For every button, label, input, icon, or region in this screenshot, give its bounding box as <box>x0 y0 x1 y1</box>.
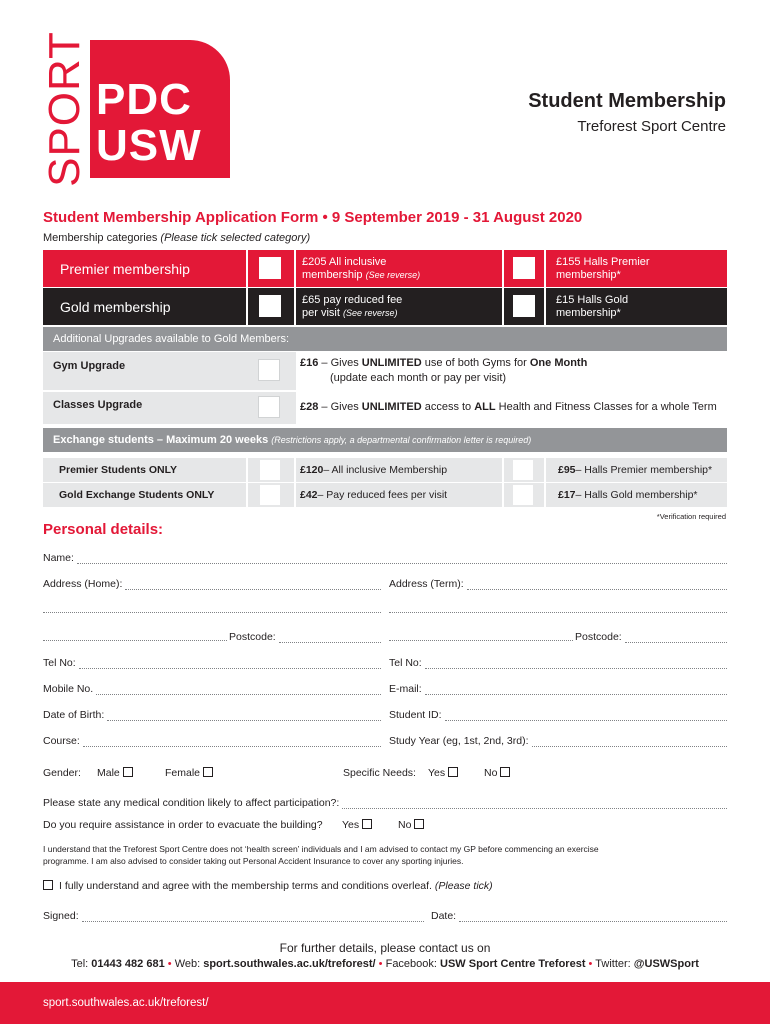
footer-url-link[interactable]: sport.southwales.ac.uk/treforest/ <box>43 997 209 1009</box>
exchange-label: Premier Students ONLY <box>43 458 246 482</box>
exchange-gold-checkbox2[interactable] <box>513 485 533 505</box>
premier-option1-checkbox[interactable] <box>259 257 281 279</box>
address-term-field[interactable]: Address (Term): <box>389 578 727 590</box>
gender-label: Gender: <box>43 767 81 779</box>
gym-upgrade-desc: £16 – Gives UNLIMITED use of both Gyms for One Month (update each month or pay per visit) <box>296 352 727 390</box>
address-home-field[interactable]: Address (Home): <box>43 578 381 590</box>
logo-sport-text: SPORT <box>40 31 89 187</box>
exchange-desc1: £42 – Pay reduced fees per visit <box>296 483 502 507</box>
agree-row[interactable]: I fully understand and agree with the membership terms and conditions overleaf. (Please tick) <box>43 880 493 892</box>
address-term-line3[interactable] <box>389 640 573 641</box>
signed-field[interactable]: Signed: <box>43 910 424 922</box>
female-checkbox[interactable] <box>203 767 213 777</box>
contact-details: Tel: 01443 482 681 • Web: sport.southwales.ac.uk/treforest/ • Facebook: USW Sport Centre Treforest • Twitter: @USWSport <box>71 958 699 970</box>
footer-bar <box>0 982 770 1024</box>
postcode-home-field[interactable]: Postcode: <box>229 631 381 643</box>
address-home-line3[interactable] <box>43 640 227 641</box>
gym-upgrade-row <box>43 352 727 390</box>
membership-option2: £155 Halls Premier membership* <box>546 250 727 287</box>
postcode-term-field[interactable]: Postcode: <box>575 631 727 643</box>
medical-field[interactable]: Please state any medical condition likely to affect participation?: <box>43 797 727 809</box>
logo-line1: PDC <box>96 75 192 124</box>
needs-yes-checkbox[interactable] <box>448 767 458 777</box>
tel-home-field[interactable]: Tel No: <box>43 657 381 669</box>
needs-no-checkbox[interactable] <box>500 767 510 777</box>
gold-option2-checkbox[interactable] <box>513 295 535 317</box>
name-field[interactable]: Name: <box>43 552 727 564</box>
course-field[interactable]: Course: <box>43 735 381 747</box>
dob-field[interactable]: Date of Birth: <box>43 709 381 721</box>
verification-note: *Verification required <box>656 512 726 521</box>
study-year-field[interactable]: Study Year (eg, 1st, 2nd, 3rd): <box>389 735 727 747</box>
form-title: Student Membership Application Form • 9 September 2019 - 31 August 2020 <box>43 209 583 226</box>
exchange-desc2: £17 – Halls Gold membership* <box>546 483 727 507</box>
exchange-desc1: £120 – All inclusive Membership <box>296 458 502 482</box>
address-term-line2[interactable] <box>389 612 727 613</box>
gym-upgrade-label: Gym Upgrade <box>53 360 126 372</box>
exchange-gold-checkbox1[interactable] <box>260 485 280 505</box>
classes-upgrade-checkbox[interactable] <box>258 396 280 418</box>
classes-upgrade-label: Classes Upgrade <box>53 399 143 411</box>
personal-heading: Personal details: <box>43 521 164 538</box>
membership-name: Premier membership <box>43 250 246 287</box>
student-id-field[interactable]: Student ID: <box>389 709 727 721</box>
exchange-premier-checkbox1[interactable] <box>260 460 280 480</box>
declaration-text: I understand that the Treforest Sport Centre does not ‘health screen’ individuals and I am advised to contact my GP before commencing an exercise programme. I am also advised to consider taking out Personal Accident Insurance to cover any sporting injuries. <box>43 844 599 866</box>
exchange-desc2: £95 – Halls Premier membership* <box>546 458 727 482</box>
gym-upgrade-checkbox[interactable] <box>258 359 280 381</box>
contact-heading: For further details, please contact us on <box>279 941 491 955</box>
evacuate-yes-checkbox[interactable] <box>362 819 372 829</box>
mobile-field[interactable]: Mobile No. <box>43 683 381 695</box>
address-home-line2[interactable] <box>43 612 381 613</box>
twitter-link[interactable]: @USWSport <box>633 958 699 970</box>
membership-option1: £65 pay reduced fee per visit (See reverse) <box>296 288 502 325</box>
gold-option1-checkbox[interactable] <box>259 295 281 317</box>
web-link[interactable]: sport.southwales.ac.uk/treforest/ <box>203 958 376 970</box>
upgrades-heading: Additional Upgrades available to Gold Members: <box>43 327 727 351</box>
facebook-link[interactable]: USW Sport Centre Treforest <box>440 958 586 970</box>
classes-upgrade-row <box>43 392 727 424</box>
membership-option1: £205 All inclusive membership (See reverse) <box>296 250 502 287</box>
page-title: Student Membership <box>528 90 726 112</box>
needs-yes-option[interactable]: Yes <box>428 767 458 779</box>
logo-line2: USW <box>96 121 202 170</box>
male-checkbox[interactable] <box>123 767 133 777</box>
membership-row-gold <box>43 288 727 325</box>
exchange-row-premier <box>43 458 727 482</box>
exchange-premier-checkbox2[interactable] <box>513 460 533 480</box>
exchange-row-gold <box>43 483 727 507</box>
needs-no-option[interactable]: No <box>484 767 510 779</box>
gender-female-option[interactable]: Female <box>165 767 213 779</box>
specific-needs-label: Specific Needs: <box>343 767 416 779</box>
tel-term-field[interactable]: Tel No: <box>389 657 727 669</box>
exchange-label: Gold Exchange Students ONLY <box>43 483 246 507</box>
email-field[interactable]: E-mail: <box>389 683 727 695</box>
membership-option2: £15 Halls Gold membership* <box>546 288 727 325</box>
agree-checkbox[interactable] <box>43 880 53 890</box>
evacuate-no-checkbox[interactable] <box>414 819 424 829</box>
gender-male-option[interactable]: Male <box>97 767 133 779</box>
logo <box>90 40 230 178</box>
membership-name: Gold membership <box>43 288 246 325</box>
evacuate-question: Do you require assistance in order to evacuate the building? <box>43 819 323 831</box>
evacuate-no-option[interactable]: No <box>398 819 424 831</box>
evacuate-yes-option[interactable]: Yes <box>342 819 372 831</box>
premier-option2-checkbox[interactable] <box>513 257 535 279</box>
date-field[interactable]: Date: <box>431 910 727 922</box>
membership-row-premier <box>43 250 727 287</box>
page-subtitle: Treforest Sport Centre <box>577 118 726 135</box>
categories-label: Membership categories (Please tick selected category) <box>43 232 311 244</box>
classes-upgrade-desc: £28 – Gives UNLIMITED access to ALL Health and Fitness Classes for a whole Term <box>296 392 727 424</box>
exchange-heading: Exchange students – Maximum 20 weeks (Restrictions apply, a departmental confirmation letter is required) <box>43 428 727 452</box>
